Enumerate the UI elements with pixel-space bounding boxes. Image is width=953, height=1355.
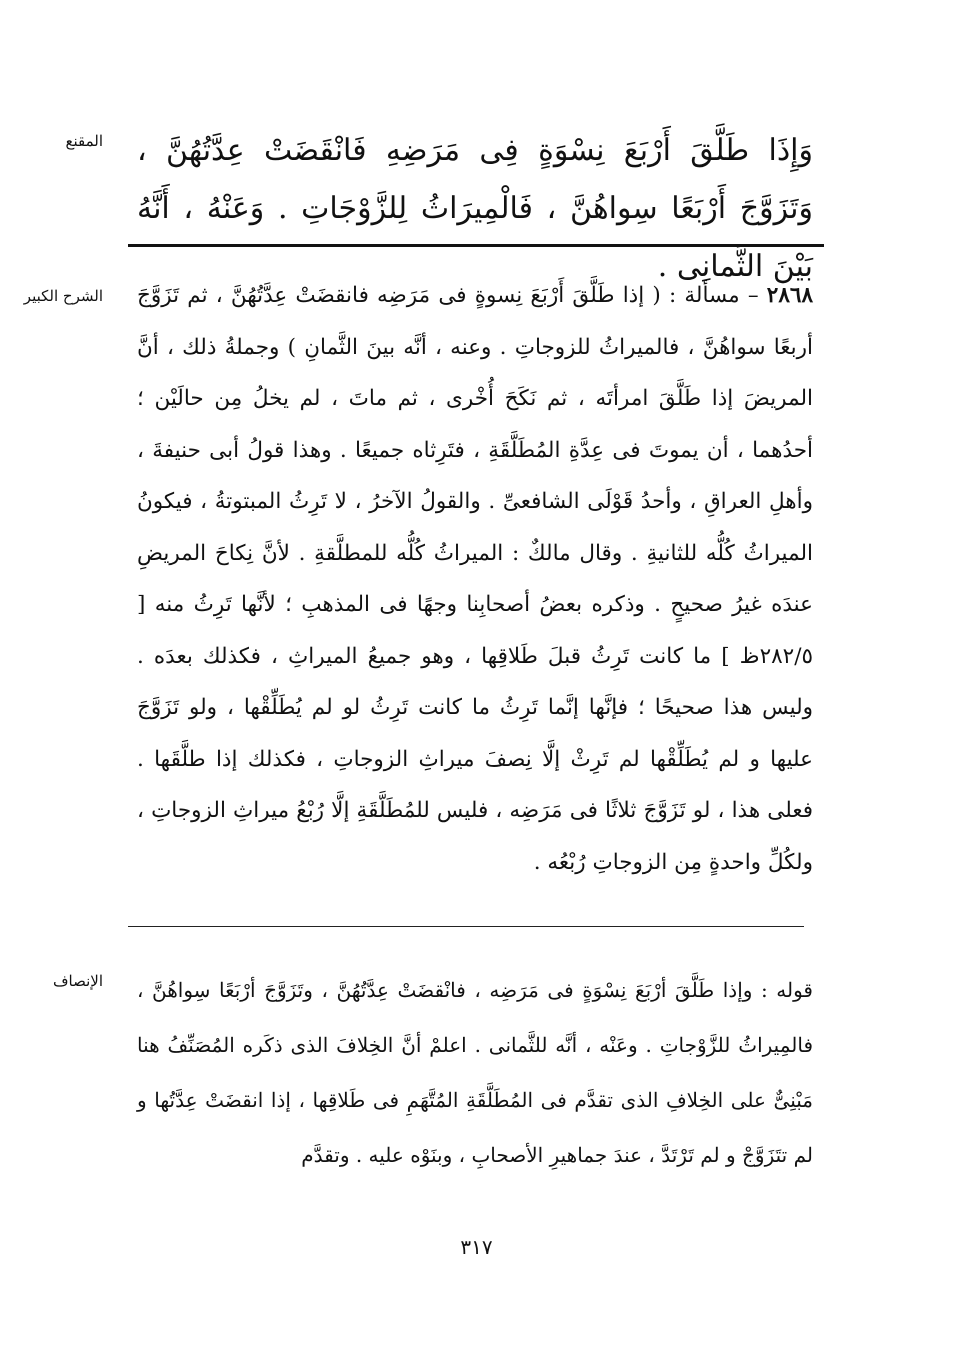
- side-label-sharh: الشرح الكبير: [23, 287, 103, 305]
- side-label-muqni: المقنع: [65, 132, 103, 150]
- sharh-text-block: [137, 270, 813, 888]
- sharh-paragraph: [137, 270, 813, 888]
- insaf-text-block: [137, 963, 813, 1183]
- section-divider-thick: [128, 244, 824, 247]
- page-number: ٣١٧: [460, 1235, 493, 1259]
- matn-paragraph: وَإِذَا طَلَّقَ أَرْبَعَ نِسْوَةٍ فِى مَرَضِهِ فَانْقَضَتْ عِدَّتُهُنَّ ، وَتَزَوَّجَ أَرْبَعًا سِواهُنَّ ، فَالْمِيرَاثُ لِلزَّوْجَاتِ . وَعَنْهُ ، أَنَّهُ بَيْنَ الثَّمانِى .: [137, 133, 813, 284]
- insaf-paragraph: قوله : وإذا طَلَّقَ أرْبَعَ نِسْوَةٍ فى مَرَضِه ، فانْقضَتْ عِدَّتُهُنَّ ، وتَزَوَّجَ أرْبَعًا سِواهُنَّ ، فالمِيراثُ للزَّوْجاتِ . وعَنْه ، أنَّه للثَّمانى . اعلمْ أنَّ الخِلافَ الذى ذكَره المُصَنِّفُ هنا مَبْنِىٌّ على الخِلافِ الذى تقدَّم فى المُطَلَّقَةِ المُتَّهَمِ فى طَلاقِها ، إذا انقضَتْ عِدَّتُها و لم تتَزَوَّجْ و لم تَرْتَدَّ ، عندَ جماهيرِ الأصحابِ ، وبنَوْه عليه . وتقدَّم: [137, 978, 813, 1167]
- issue-number: ٢٨٦٨: [766, 283, 813, 308]
- sharh-body: – مسألة : ( إذا طَلَّقَ أَرْبَعَ نِسوةٍ فى مَرَضِه فانقضَتْ عِدَّتُهُنَّ ، ثم تَزَوَّجَ أربعًا سواهُنَّ ، فالميراثُ للزوجاتِ . وعنه ، أنَّه بينَ الثَّمانِ ) وجملةُ ذلك ، أنَّ المريضَ إذا طَلَّقَ امرأتَه ، ثم نَكَحَ أُخْرى ، ثم ماتَ ، لم يخلُ مِن حالَيْن ؛ أحدُهما ، أن يموتَ فى عِدَّةِ المُطَلَّقَةِ ، فتَرِثاه جميعًا . وهذا قولُ أبى حنيفةَ ، وأهلِ العراقِ ، وأحدُ قَوْلَى الشافعىِّ . والقولُ الآخرُ ، لا تَرِثُ المبتوتةُ ، فيكونُ الميراثُ كُلُّه للثانيةِ . وقال مالكٌ : الميراثُ كُلُّه للمطلَّقةِ . لأنَّ نِكاحَ المريضِ عندَه غيرُ صحيحٍ . وذكره بعضُ أصحابِنا وجهًا فى المذهبِ ؛ لأنَّها تَرِثُ منه [ ٢٨٢/٥ظ ] ما كانت تَرِثُ قبلَ طَلاقِها ، وهو جميعُ الميراثِ ، فكذلك بعدَه . وليس هذا صحيحًا ؛ فإنَّها إنَّما تَرِثُ ما كانت تَرِثُ لو لم يُطَلِّقْها ، ولو تَزَوَّجَ عليها و لم يُطَلِّقْها لم تَرِثْ إلَّا نِصفَ ميراثِ الزوجاتِ ، فكذلك إذا طلَّقَها . فعلى هذا ، لو تَزَوَّجَ ثلاثًا فى مَرَضِه ، فليس للمُطَلَّقَةِ إلَّا رُبْعُ ميراثِ الزوجاتِ ، ولكُلِّ واحدةٍ مِن الزوجاتِ رُبْعُه .: [137, 283, 813, 875]
- section-divider-thin: [128, 926, 804, 927]
- side-label-insaf: الإنصاف: [52, 972, 103, 990]
